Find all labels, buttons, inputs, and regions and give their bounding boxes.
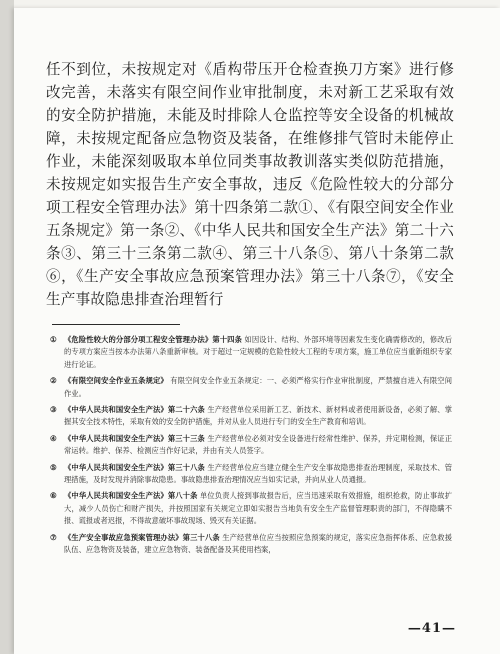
footnote-text: 生产经营单位应当建立健全生产安全事故隐患排查治理制度，采取技术、管理措施，及时发现并消除事故隐患。事故隐患排查治理情况应当如实记录，并向从业人员通报。 bbox=[64, 462, 453, 485]
footnote-number: ⑤ bbox=[50, 462, 57, 472]
footnote-6 bbox=[50, 490, 452, 527]
footnote-title: 《中华人民共和国安全生产法》第三十三条 bbox=[64, 433, 205, 443]
footnote-title: 《中华人民共和国安全生产法》第二十六条 bbox=[64, 405, 205, 415]
footnote-number: ⑥ bbox=[50, 491, 57, 501]
footnote-text: 单位负责人接到事故报告后，应当迅速采取有效措施，组织抢救，防止事故扩大，减少人员伤亡和财产损失，并按照国家有关规定立即如实报告当地负有安全生产监督管理职责的部门，不得隐瞒不报、谎报或者迟报，不得故意破坏事故现场、毁灭有关证据。 bbox=[64, 491, 453, 526]
footnote-7 bbox=[50, 532, 452, 557]
footnote-title: 《中华人民共和国安全生产法》第八十条 bbox=[64, 491, 198, 501]
footnote-text: 有限空间安全作业五条规定：一、必须严格实行作业审批制度，严禁擅自进入有限空间作业。 bbox=[64, 376, 453, 398]
footnote-text: 生产经营单位必须对安全设备进行经常性维护、保养，并定期检测，保证正常运转。维护、保养、检测应当作好记录，并由有关人员签字。 bbox=[64, 433, 453, 456]
footnote-number: ③ bbox=[50, 405, 57, 415]
footnote-number: ④ bbox=[50, 433, 57, 443]
footnote-title: 《中华人民共和国安全生产法》第三十八条 bbox=[64, 462, 205, 472]
footnote-divider bbox=[52, 324, 180, 325]
footnote-5 bbox=[50, 462, 452, 487]
footnote-text: 如因设计、结构、外部环境等因素发生变化确需修改的，修改后的专项方案应当按本办法第八条重新审核。对于超过一定规模的危险性较大工程的专项方案，施工单位应当重新组织专家进行论证。 bbox=[64, 335, 453, 369]
footnote-text: 生产经营单位应当按照应急预案的规定，落实应急指挥体系、应急救援队伍、应急物资及装备，建立应急物资、装备配备及其使用档案， bbox=[64, 532, 453, 555]
footnote-3 bbox=[50, 404, 452, 429]
footnote-title: 《生产安全事故应急预案管理办法》第三十八条 bbox=[64, 532, 220, 542]
footnote-1 bbox=[50, 334, 452, 371]
footnote-number: ② bbox=[50, 376, 57, 386]
page-number: —41— bbox=[407, 621, 456, 636]
footnote-number: ① bbox=[50, 335, 57, 344]
footnotes bbox=[50, 334, 452, 561]
footnote-number: ⑦ bbox=[50, 532, 57, 542]
page-edge-shadow bbox=[0, 0, 14, 654]
body-paragraph: 任不到位，未按规定对《盾构带压开仓检查换刀方案》进行修改完善，未落实有限空间作业审批制度，未对新工艺采取有效的安全防护措施，未能及时排除人仓监控等安全设备的机械故障，未按规定配备应急物资及装备，在维修排气管时未能停止作业，未能深刻吸取本单位同类事故教训落实类似防范措施，未按规定如实报告生产安全事故，违反《危险性较大的分部分项工程安全管理办法》第十四条第二款①、《有限空间安全作业五条规定》第一条②、《中华人民共和国安全生产法》第二十六条③、第三十三条第二款④、第三十八条⑤、第八十条第二款⑥，《生产安全事故应急预案管理办法》第三十八条⑦，《安全生产事故隐患排查治理暂行 bbox=[46, 61, 454, 308]
footnote-2 bbox=[50, 375, 452, 400]
footnote-4 bbox=[50, 433, 452, 458]
footnote-title: 《危险性较大的分部分项工程安全管理办法》第十四条 bbox=[64, 335, 243, 344]
footnote-text: 生产经营单位采用新工艺、新技术、新材料或者使用新设备，必须了解、掌握其安全技术特性，采取有效的安全防护措施，并对从业人员进行专门的安全生产教育和培训。 bbox=[64, 405, 453, 427]
footnote-title: 《有限空间安全作业五条规定》 bbox=[64, 376, 168, 386]
